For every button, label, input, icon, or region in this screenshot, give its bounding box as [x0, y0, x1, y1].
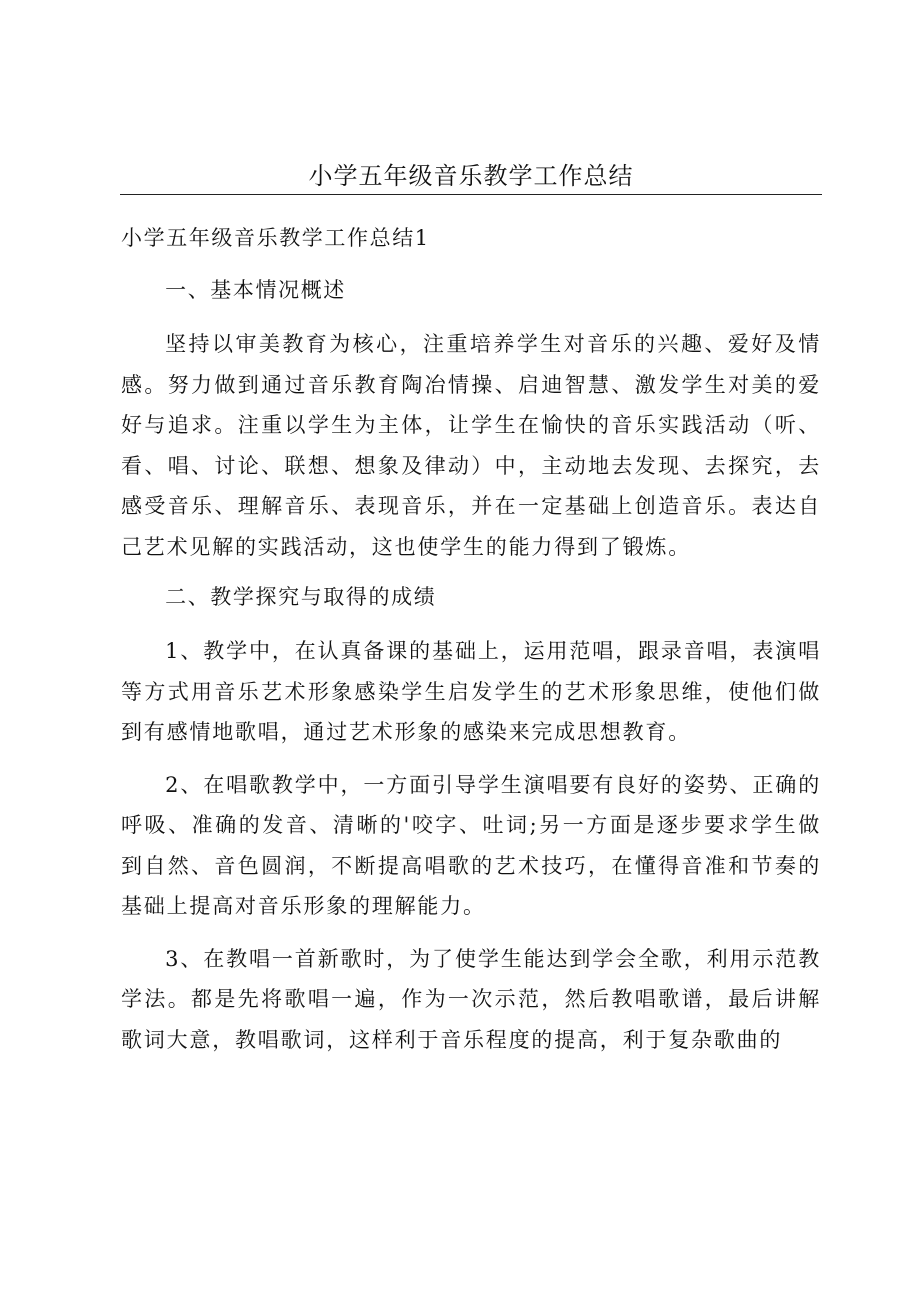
paragraph-item-1: 1、教学中，在认真备课的基础上，运用范唱，跟录音唱，表演唱等方式用音乐艺术形象感染学生启发学生的艺术形象思维，使他们做到有感情地歌唱，通过艺术形象的感染来完成思想教育。	[121, 639, 821, 744]
paragraph-item-2: 2、在唱歌教学中，一方面引导学生演唱要有良好的姿势、正确的呼吸、准确的发音、清晰的'咬字、吐词;另一方面是逐步要求学生做到自然、音色圆润，不断提高唱歌的艺术技巧，在懂得音准和节奏的基础上提高对音乐形象的理解能力。	[121, 772, 821, 918]
paragraph-overview: 坚持以审美教育为核心，注重培养学生对音乐的兴趣、爱好及情感。努力做到通过音乐教育陶冶情操、启迪智慧、激发学生对美的爱好与追求。注重以学生为主体，让学生在愉快的音乐实践活动（听、看、唱、讨论、联想、想象及律动）中，主动地去发现、去探究，去感受音乐、理解音乐、表现音乐，并在一定基础上创造音乐。表达自己艺术见解的实践活动，这也使学生的能力得到了锻炼。	[121, 332, 821, 559]
section-heading-overview: 一、基本情况概述	[165, 278, 346, 302]
paragraph-item-3: 3、在教唱一首新歌时，为了使学生能达到学会全歌，利用示范教学法。都是先将歌唱一遍，作为一次示范，然后教唱歌谱，最后讲解歌词大意，教唱歌词，这样利于音乐程度的提高，利于复杂歌曲的	[121, 946, 821, 1052]
section-heading-achievements: 二、教学探究与取得的成绩	[165, 585, 437, 609]
document-subtitle: 小学五年级音乐教学工作总结1	[121, 226, 430, 250]
title-underline	[120, 194, 822, 195]
document-body	[121, 220, 821, 1072]
document-title: 小学五年级音乐教学工作总结	[308, 162, 634, 190]
